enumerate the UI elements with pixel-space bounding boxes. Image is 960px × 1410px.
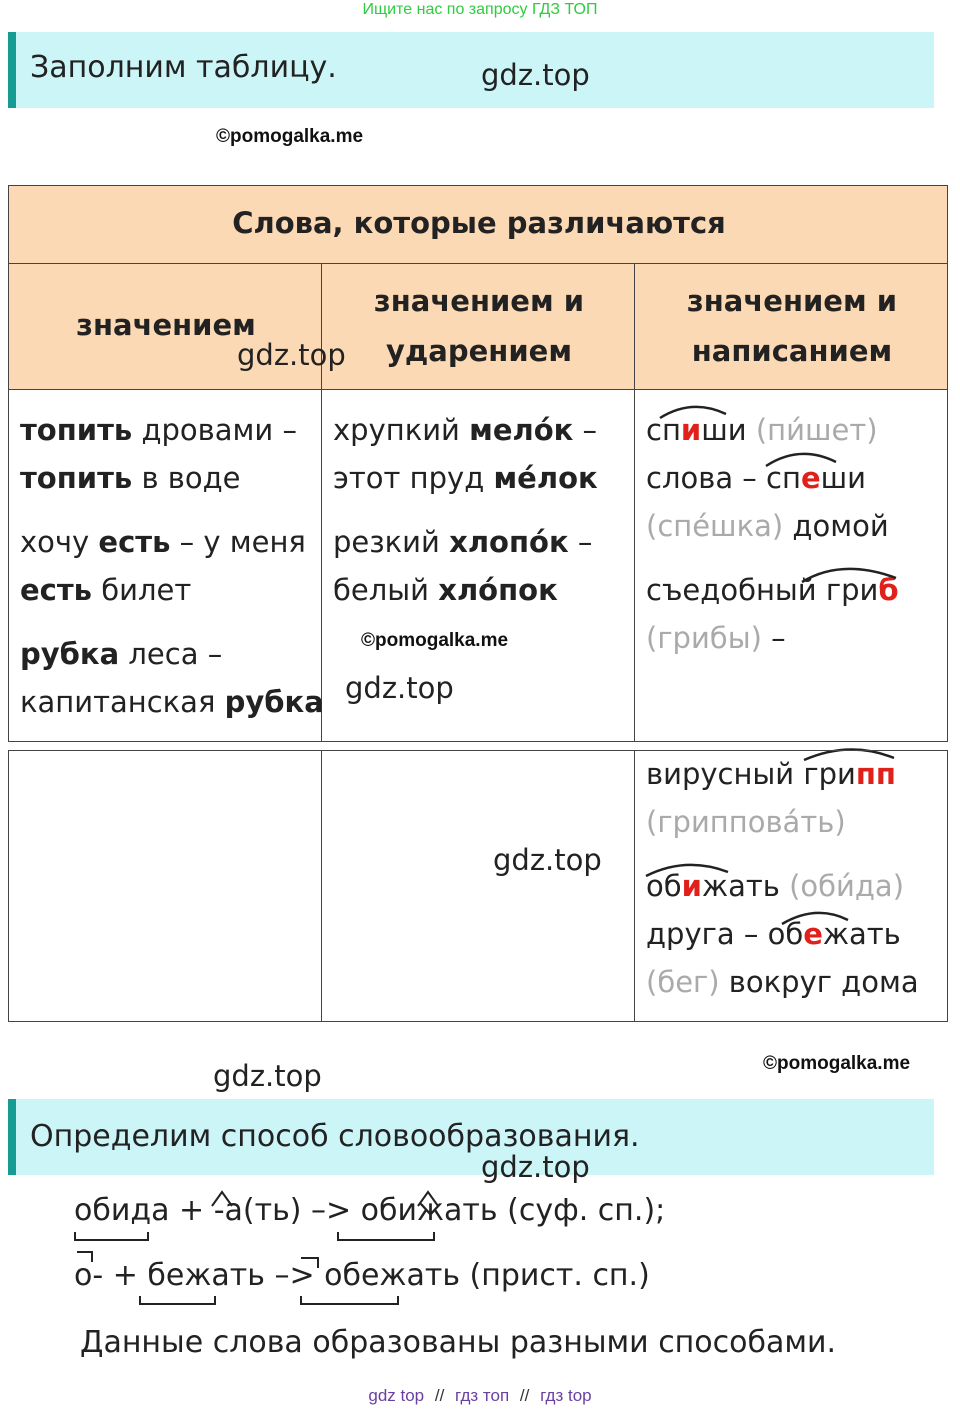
section-title-1: Заполним таблицу. [30, 50, 337, 85]
col3-line3: (спе́шка) домой [646, 509, 889, 543]
footer-link-3[interactable]: гдз top [540, 1386, 592, 1405]
header-col3-line2: написанием [691, 334, 893, 368]
col3-line7: (гриппова́ть) [646, 805, 846, 839]
watermark-pomogalka: ©pomogalka.me [216, 126, 364, 147]
derivation-line-2: о- + бежать –> обежать (прист. сп.) [74, 1258, 650, 1293]
watermark-gdz: gdz.top [493, 843, 602, 877]
section-title-2: Определим способ словообразования. [30, 1119, 640, 1154]
col3-line4: съедобный гриб [646, 573, 899, 607]
watermark-pomogalka: ©pomogalka.me [361, 630, 509, 651]
col2-line4: белый хло́пок [333, 573, 558, 607]
col3-line2: слова – спеши [646, 461, 866, 495]
table-title: Слова, которые различаются [232, 206, 726, 240]
col3-line9: друга – обежать [646, 917, 901, 951]
watermark-gdz: gdz.top [213, 1059, 322, 1093]
footer-link-1[interactable]: gdz top [368, 1386, 425, 1405]
col2-line3: резкий хлопо́к – [333, 525, 593, 559]
watermark-gdz: gdz.top [481, 58, 590, 92]
col2-line2: этот пруд мéлок [333, 461, 598, 495]
col3-line1: спиши (пи́шет) [646, 413, 878, 447]
col1-line5: рубка леса – [20, 637, 223, 671]
col1-line3: хочу есть – у меня [20, 525, 306, 559]
header-col2-line2: ударением [385, 334, 573, 368]
col1-line2: топить в воде [20, 461, 241, 495]
col3-line8: обижать (оби́да) [646, 869, 905, 903]
col1-line1: топить дровами – [20, 413, 297, 447]
watermark-gdz: gdz.top [345, 671, 454, 705]
watermark-gdz: gdz.top [237, 338, 346, 372]
col2-line1: хрупкий мело́к – [333, 413, 598, 447]
footer-links [0, 1386, 960, 1406]
conclusion: Данные слова образованы разными способами. [80, 1325, 837, 1360]
watermark-gdz: gdz.top [481, 1150, 590, 1184]
col3-line6: вирусный грипп [646, 757, 896, 791]
col1-line6: капитанская рубка [20, 685, 324, 719]
header-col3-line1: значением и [686, 284, 898, 318]
col1-line4: есть билет [20, 573, 192, 607]
footer-separator: // [519, 1386, 530, 1405]
col3-line5: (грибы) – [646, 621, 786, 655]
footer-link-2[interactable]: гдз топ [455, 1386, 510, 1405]
header-col2-line1: значением и [373, 284, 585, 318]
derivation-line-1: обида + -а(ть) –> обижать (суф. сп.); [74, 1193, 666, 1228]
watermark-pomogalka: ©pomogalka.me [763, 1053, 911, 1074]
footer-separator: // [434, 1386, 445, 1405]
header-col1-text: значением [76, 308, 256, 342]
col3-line10: (бег) вокруг дома [646, 965, 919, 999]
top-note: Ищите нас по запросу ГДЗ ТОП [362, 1, 598, 18]
